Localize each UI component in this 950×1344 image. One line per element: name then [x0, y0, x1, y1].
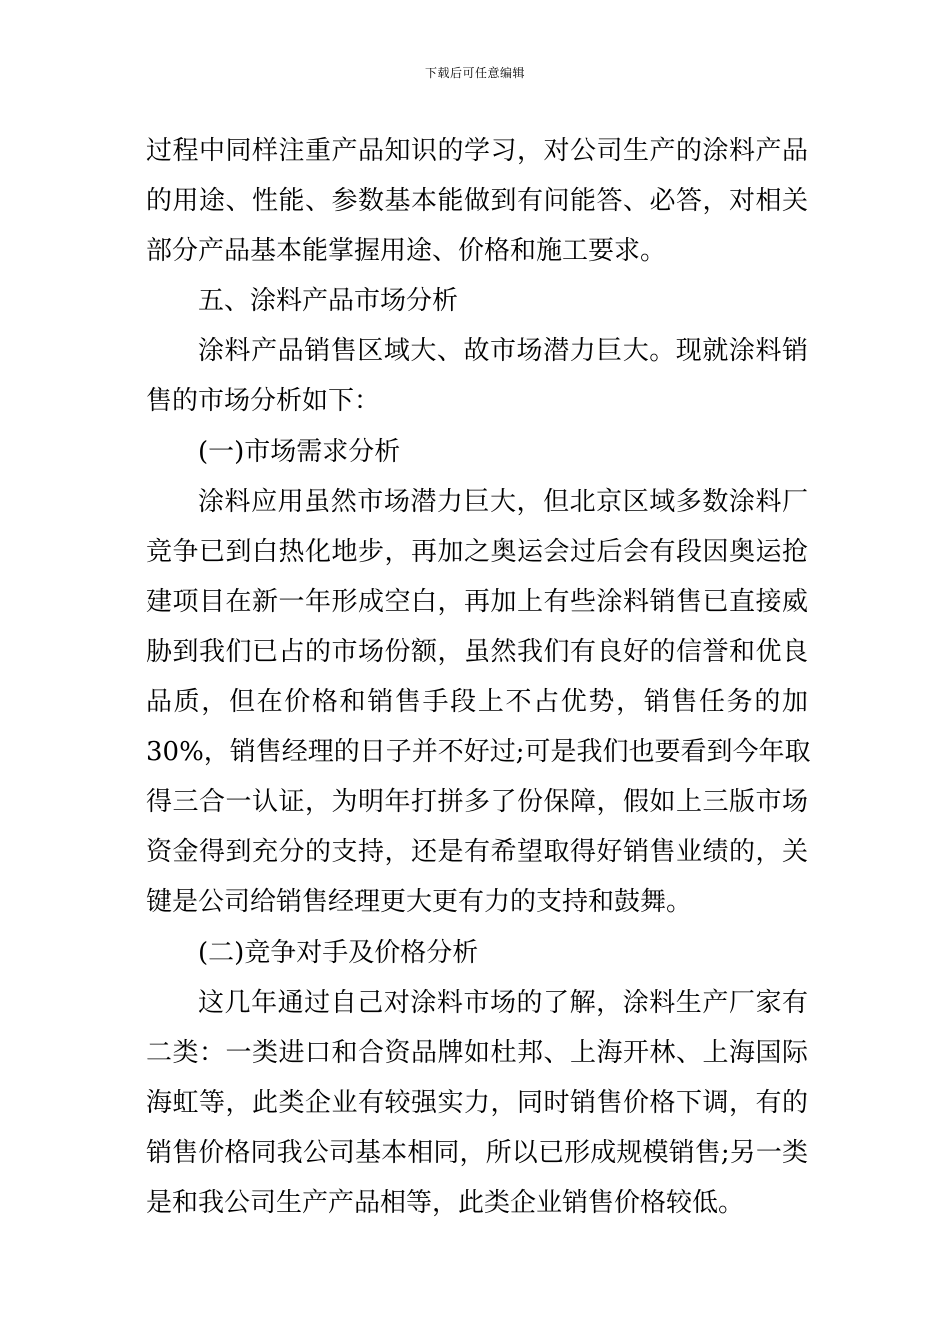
subsection-heading — [146, 928, 808, 978]
text-line: 是和我公司生产产品相等，此类企业销售价格较低。 — [146, 1187, 745, 1218]
paragraph — [146, 126, 808, 276]
text-line: 过程中同样注重产品知识的学习，对公司生产的涂料产品 — [146, 136, 808, 166]
text-line: 部分产品基本能掌握用途、价格和施工要求。 — [146, 236, 667, 267]
text-line: 建项目在新一年形成空白，再加上有些涂料销售已直接威 — [146, 586, 808, 617]
text-line: 海虹等，此类企业有较强实力，同时销售价格下调，有的 — [146, 1087, 808, 1118]
text-line: 二类：一类进口和合资品牌如杜邦、上海开林、上海国际 — [146, 1037, 808, 1068]
document-body — [146, 126, 811, 1228]
text-line: 胁到我们已占的市场份额，虽然我们有良好的信誉和优良 — [146, 636, 808, 667]
section-heading — [146, 276, 808, 326]
paragraph — [146, 326, 808, 426]
text-line: 售的市场分析如下： — [146, 386, 381, 417]
paragraph — [146, 978, 808, 1228]
text-line: 品质，但在价格和销售手段上不占优势，销售任务的加 — [146, 687, 808, 718]
text-line: 涂料产品销售区域大、故市场潜力巨大。现就涂料销 — [198, 336, 808, 367]
text-line: 的用途、性能、参数基本能做到有问能答、必答，对相关 — [146, 186, 808, 217]
text-line: (二)竞争对手及价格分析 — [198, 937, 479, 968]
text-line: 键是公司给销售经理更大更有力的支持和鼓舞。 — [146, 887, 693, 918]
paragraph — [146, 477, 811, 928]
text-line: 涂料应用虽然市场潜力巨大，但北京区域多数涂料厂 — [198, 486, 808, 517]
text-line: 竞争已到白热化地步，再加之奥运会过后会有段因奥运抢 — [146, 536, 808, 567]
text-line: (一)市场需求分析 — [198, 436, 401, 467]
text-line: 30%，销售经理的日子并不好过;可是我们也要看到今年取 — [146, 737, 811, 768]
subsection-heading — [146, 427, 808, 477]
text-line: 资金得到充分的支持，还是有希望取得好销售业绩的，关 — [146, 837, 808, 868]
text-line: 这几年通过自己对涂料市场的了解，涂料生产厂家有 — [198, 987, 808, 1018]
page-header: 下载后可任意编辑 — [424, 66, 525, 80]
text-line: 得三合一认证，为明年打拼多了份保障，假如上三版市场 — [146, 787, 808, 818]
text-line: 五、涂料产品市场分析 — [198, 286, 459, 317]
text-line: 销售价格同我公司基本相同，所以已形成规模销售;另一类 — [146, 1137, 808, 1168]
